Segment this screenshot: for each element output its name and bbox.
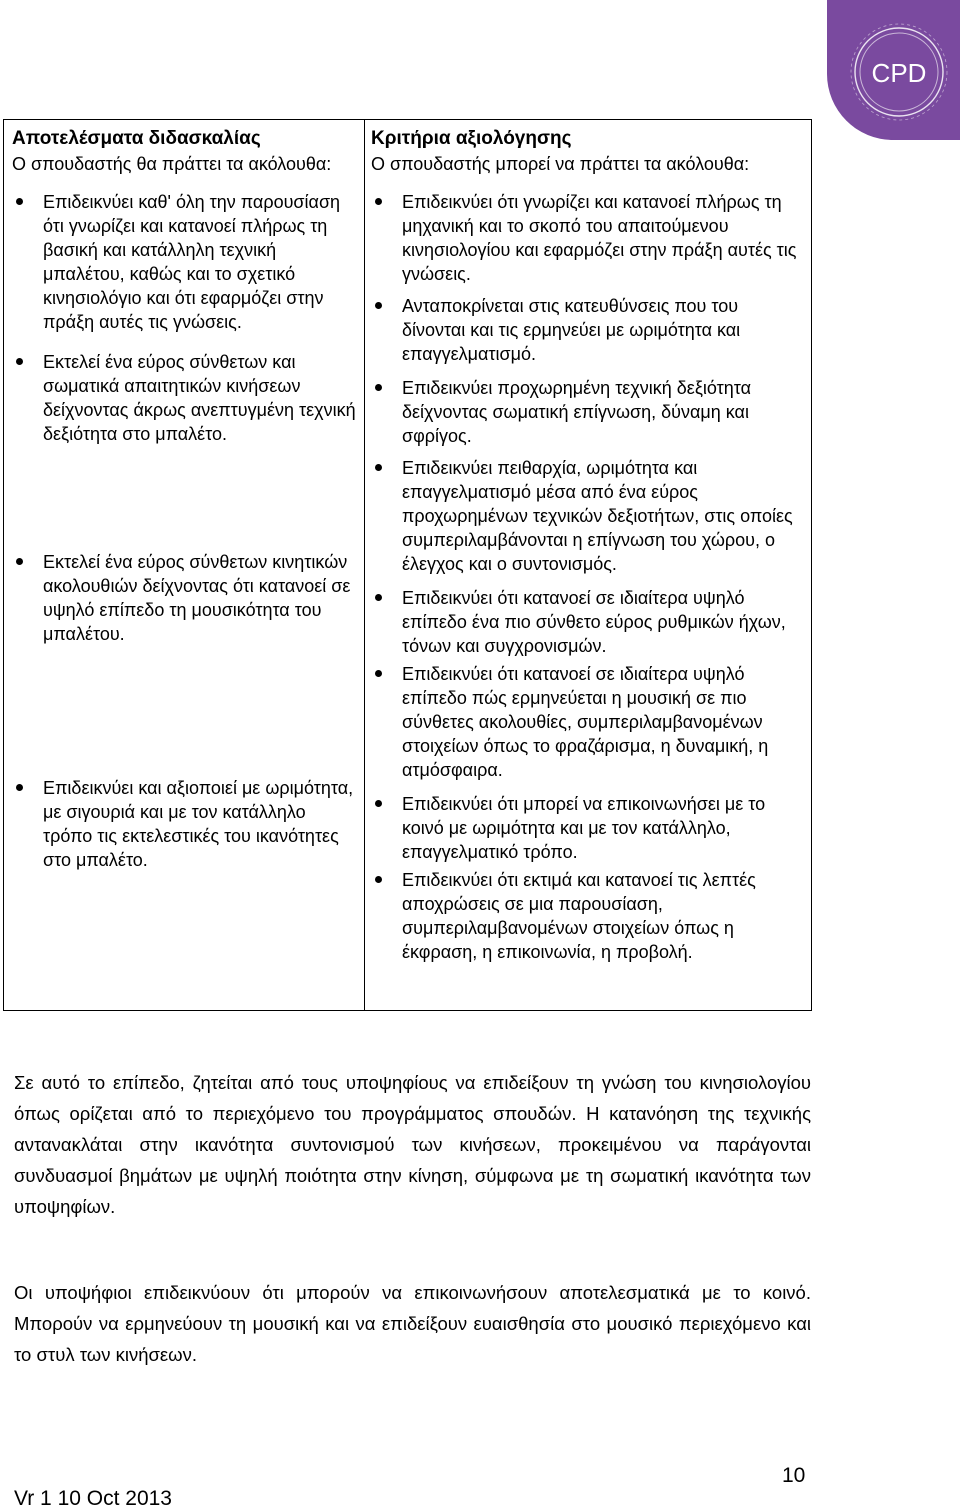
bullet-icon <box>16 198 23 205</box>
list-item: Ανταποκρίνεται στις κατευθύνσεις που του δίνονται και τις ερμηνεύει με ωριμότητα και επαγγελματισμό. <box>371 294 803 366</box>
list-item: Εκτελεί ένα εύρος σύνθετων κινητικών ακολουθιών δείχνοντας ότι κατανοεί σε υψηλό επίπεδο τη μουσικότητα του μπαλέτου. <box>12 550 356 646</box>
body-paragraph: Σε αυτό το επίπεδο, ζητείται από τους υποψηφίους να επιδείξουν τη γνώση του κινησιολογίου όπως ορίζεται από το περιεχόμενο του προγράμματος σπουδών. Η κατανόηση της τεχνικής αντανακλάται στην ικανότητα συντονισμού των κινήσεων, προκειμένου να παράγονται συνδυασμοί βημάτων με υψηλή ποιότητα στην κίνηση, σύμφωνα με τη σωματική ικανότητα των υποψηφίων. <box>14 1072 811 1217</box>
assessment-criteria-list <box>371 190 803 964</box>
list-item: Επιδεικνύει προχωρημένη τεχνική δεξιότητα δείχνοντας σωματική επίγνωση, δύναμη και σφρίγος. <box>371 376 803 448</box>
bullet-icon <box>375 384 382 391</box>
list-item: Επιδεικνύει ότι κατανοεί σε ιδιαίτερα υψηλό επίπεδο πώς ερμηνεύεται η μουσική σε πιο σύνθετες ακολουθίες, συμπεριλαμβανομένων στοιχείων όπως το φραζάρισμα, η δυναμική, η ατμόσφαιρα. <box>371 662 803 782</box>
list-item: Επιδεικνύει πειθαρχία, ωριμότητα και επαγγελματισμό μέσα από ένα εύρος προχωρημένων τεχνικών δεξιοτήτων, στις οποίες συμπεριλαμβάνονται η επίγνωση του χώρου, ο έλεγχος και ο συντονισμός. <box>371 456 803 576</box>
list-item: Εκτελεί ένα εύρος σύνθετων και σωματικά απαιτητικών κινήσεων δείχνοντας άκρως ανεπτυγμένη τεχνική δεξιότητα στο μπαλέτο. <box>12 350 356 446</box>
assessment-criteria-intro: Ο σπουδαστής μπορεί να πράττει τα ακόλουθα: <box>371 154 750 174</box>
version-footer: Vr 1 10 Oct 2013 <box>14 1487 172 1510</box>
bullet-icon <box>16 784 23 791</box>
bullet-icon <box>375 464 382 471</box>
bullet-icon <box>375 302 382 309</box>
cpd-logo-icon <box>827 0 960 140</box>
list-item: Επιδεικνύει και αξιοποιεί με ωριμότητα, με σιγουριά και με τον κατάλληλο τρόπο τις εκτελεστικές του ικανότητες στο μπαλέτο. <box>12 776 356 872</box>
cpd-logo-badge <box>827 0 960 140</box>
assessment-criteria-column <box>365 120 811 1010</box>
outcomes-criteria-table <box>3 119 812 1011</box>
bullet-icon <box>375 198 382 205</box>
bullet-icon <box>375 670 382 677</box>
list-item: Επιδεικνύει καθ' όλη την παρουσίαση ότι γνωρίζει και κατανοεί πλήρως τη βασική και κατάλληλη τεχνική μπαλέτου, καθώς και το σχετικό κινησιολόγιο και ότι εφαρμόζει στην πράξη αυτές τις γνώσεις. <box>12 190 356 334</box>
list-item: Επιδεικνύει ότι μπορεί να επικοινωνήσει με το κοινό με ωριμότητα και με τον κατάλληλο, επαγγελματικό τρόπο. <box>371 792 803 864</box>
bullet-icon <box>375 800 382 807</box>
list-item: Επιδεικνύει ότι γνωρίζει και κατανοεί πλήρως τη μηχανική και το σκοπό του απαιτούμενου κινησιολογίου και εφαρμόζει στην πράξη αυτές τις γνώσεις. <box>371 190 803 286</box>
bullet-icon <box>375 876 382 883</box>
body-paragraph: Οι υποψήφιοι επιδεικνύουν ότι μπορούν να επικοινωνήσουν αποτελεσματικά με το κοινό. Μπορούν να ερμηνεύουν τη μουσική και να επιδείξουν ευαισθησία στο μουσικό περιεχόμενο και το στυλ των κινήσεων. <box>14 1282 811 1365</box>
bullet-icon <box>16 558 23 565</box>
learning-outcomes-intro: Ο σπουδαστής θα πράττει τα ακόλουθα: <box>12 154 332 174</box>
assessment-criteria-heading: Κριτήρια αξιολόγησης <box>371 128 572 149</box>
cpd-logo-text: CPD <box>871 58 927 88</box>
learning-outcomes-list <box>12 190 356 872</box>
list-item: Επιδεικνύει ότι κατανοεί σε ιδιαίτερα υψηλό επίπεδο ένα πιο σύνθετο εύρος ρυθμικών ήχων, τόνων και συγχρονισμών. <box>371 586 803 658</box>
bullet-icon <box>375 594 382 601</box>
list-item: Επιδεικνύει ότι εκτιμά και κατανοεί τις λεπτές αποχρώσεις σε μια παρουσίαση, συμπεριλαμβανομένων στοιχείων όπως η έκφραση, η επικοινωνία, η προβολή. <box>371 868 803 964</box>
learning-outcomes-heading: Αποτελέσματα διδασκαλίας <box>12 128 261 149</box>
bullet-icon <box>16 358 23 365</box>
learning-outcomes-column <box>4 120 365 1010</box>
page-number: 10 <box>782 1464 806 1487</box>
